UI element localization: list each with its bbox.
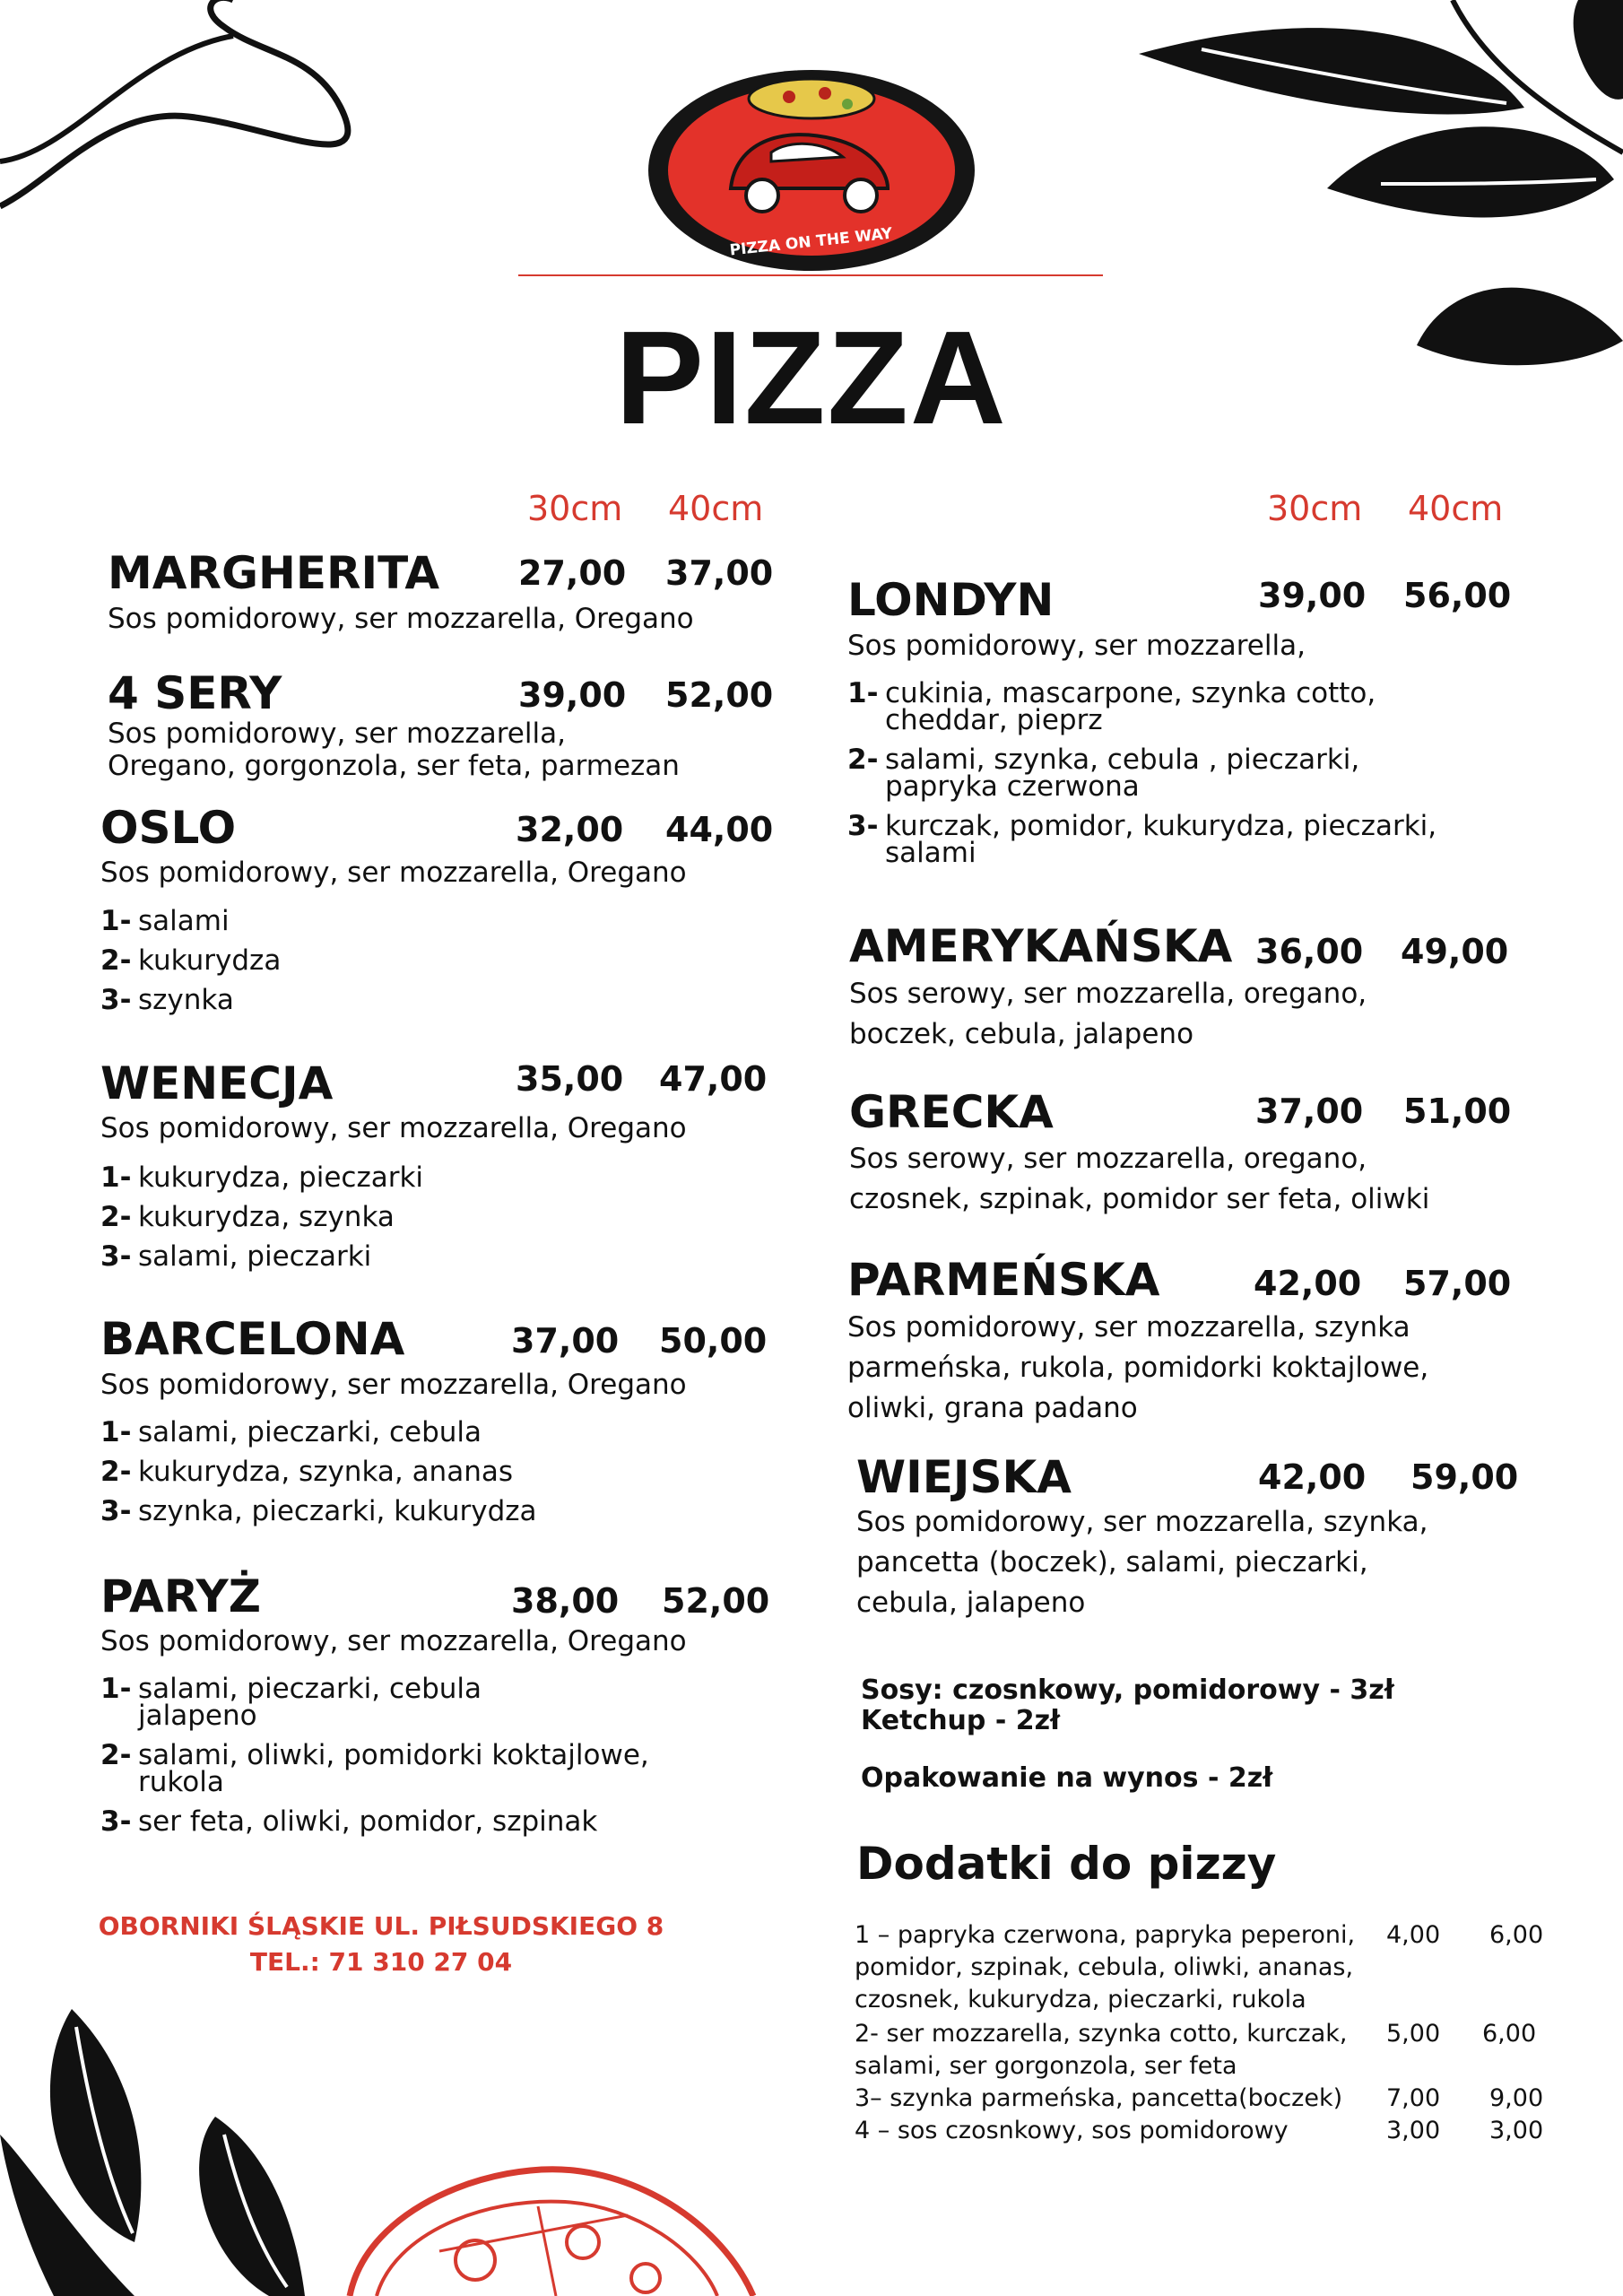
price-40cm: 57,00 (1403, 1264, 1512, 1303)
pizza-illustration-decoration (332, 2152, 762, 2296)
pizza-description: Sos serowy, ser mozzarella, oregano, boczek, cebula, jalapeno (849, 978, 1367, 1050)
price-30cm: 35,00 (516, 1059, 624, 1099)
addon-price-30cm: 3,00 (1386, 2117, 1441, 2144)
price-40cm: 52,00 (665, 675, 774, 715)
size-header-40cm: 40cm (1408, 489, 1504, 528)
price-30cm: 39,00 (1258, 576, 1367, 615)
pizza-description: Sos pomidorowy, ser mozzarella, Oregano (100, 1369, 687, 1401)
price-30cm: 36,00 (1255, 932, 1364, 971)
addon-price-30cm: 7,00 (1386, 2084, 1441, 2112)
addon-description: 4 – sos czosnkowy, sos pomidorowy (855, 2117, 1289, 2144)
variant-item: 1- salami, pieczarki, cebula jalapeno (100, 1673, 482, 1732)
pizza-description: Sos pomidorowy, ser mozzarella, Oregano (108, 603, 694, 635)
price-30cm: 38,00 (511, 1581, 620, 1621)
address-line: OBORNIKI ŚLĄSKIE UL. PIŁSUDSKIEGO 8 (98, 1911, 664, 1941)
page-title: PIZZA (615, 304, 1008, 452)
price-30cm: 39,00 (518, 675, 627, 715)
pizza-name: OSLO (100, 802, 237, 854)
addon-price-30cm: 5,00 (1386, 2020, 1441, 2048)
price-40cm: 47,00 (659, 1059, 768, 1099)
variant-item: 1- cukinia, mascarpone, szynka cotto, cheddar, pieprz (847, 677, 1376, 736)
size-header-30cm: 30cm (1267, 489, 1363, 528)
pizza-description: Sos pomidorowy, ser mozzarella, (847, 630, 1306, 662)
pizza-name: GRECKA (849, 1086, 1054, 1138)
price-40cm: 52,00 (662, 1581, 770, 1621)
addon-price-40cm: 3,00 (1489, 2117, 1544, 2144)
variant-item: 3- szynka (100, 984, 234, 1016)
variant-item: 3- szynka, pieczarki, kukurydza (100, 1495, 537, 1527)
variant-item: 1- salami, pieczarki, cebula (100, 1416, 482, 1448)
packaging-note: Opakowanie na wynos - 2zł (861, 1762, 1273, 1794)
variant-list (100, 905, 282, 1026)
variant-item: 3- kurczak, pomidor, kukurydza, pieczarki, salami (847, 810, 1437, 869)
size-header-30cm: 30cm (527, 489, 623, 528)
size-header-40cm: 40cm (668, 489, 764, 528)
sauces-note: Sosy: czosnkowy, pomidorowy - 3zł (861, 1674, 1394, 1706)
pizza-name: LONDYN (847, 574, 1055, 626)
restaurant-address (90, 1909, 673, 1980)
addons-title: Dodatki do pizzy (856, 1838, 1277, 1890)
pizza-on-the-way-logo (646, 63, 977, 278)
price-40cm: 50,00 (659, 1321, 768, 1361)
pizza-description: Sos pomidorowy, ser mozzarella, Oregano (100, 857, 687, 889)
pizza-description: Sos pomidorowy, ser mozzarella, szynka parmeńska, rukola, pomidorki koktajlowe, oliwki, grana padano (847, 1311, 1429, 1424)
price-40cm: 49,00 (1401, 932, 1509, 971)
pizza-name: PARYŻ (100, 1570, 261, 1622)
addon-description: 2- ser mozzarella, szynka cotto, kurczak, salami, ser gorgonzola, ser feta (855, 2020, 1348, 2080)
leaf-branch-bottom-left-decoration (0, 2009, 341, 2296)
pizza-description: Sos pomidorowy, ser mozzarella, szynka, pancetta (boczek), salami, pieczarki, cebula, jalapeno (856, 1506, 1428, 1619)
price-40cm: 56,00 (1403, 576, 1512, 615)
pizza-name: WENECJA (100, 1057, 334, 1109)
phone-number: TEL.: 71 310 27 04 (249, 1947, 513, 1977)
price-30cm: 42,00 (1254, 1264, 1362, 1303)
variant-list (100, 1416, 537, 1537)
price-40cm: 37,00 (665, 553, 774, 593)
pizza-name: WIEJSKA (856, 1451, 1072, 1503)
pizza-description: Sos serowy, ser mozzarella, oregano, czosnek, szpinak, pomidor ser feta, oliwki (849, 1143, 1430, 1215)
price-30cm: 42,00 (1258, 1457, 1367, 1497)
price-40cm: 59,00 (1410, 1457, 1519, 1497)
addon-price-40cm: 6,00 (1482, 2020, 1537, 2048)
addon-price-40cm: 6,00 (1489, 1921, 1544, 1949)
addon-description: 3– szynka parmeńska, pancetta(boczek) (855, 2084, 1343, 2112)
pizza-name: 4 SERY (108, 667, 282, 719)
variant-list (100, 1161, 424, 1283)
price-40cm: 51,00 (1403, 1091, 1512, 1131)
variant-item: 3- salami, pieczarki (100, 1240, 372, 1273)
title-divider (518, 274, 1103, 276)
price-30cm: 37,00 (1255, 1091, 1364, 1131)
variant-item: 1- salami (100, 905, 230, 937)
variant-item: 2- kukurydza, szynka (100, 1201, 395, 1233)
variant-item: 2- salami, szynka, cebula , pieczarki, papryka czerwona (847, 744, 1360, 803)
addon-description: 1 – papryka czerwona, papryka peperoni, pomidor, szpinak, cebula, oliwki, ananas, czosnek, kukurydza, pieczarki, rukola (855, 1921, 1356, 2013)
pizza-name: PARMEŃSKA (847, 1254, 1160, 1306)
variant-item: 1- kukurydza, pieczarki (100, 1161, 424, 1194)
price-30cm: 37,00 (511, 1321, 620, 1361)
addon-price-40cm: 9,00 (1489, 2084, 1544, 2112)
pizza-description: Sos pomidorowy, ser mozzarella, Oregano, gorgonzola, ser feta, parmezan (108, 718, 680, 782)
pizza-name: AMERYKAŃSKA (849, 920, 1233, 972)
addon-price-30cm: 4,00 (1386, 1921, 1441, 1949)
variant-item: 2- kukurydza, szynka, ananas (100, 1456, 514, 1488)
logo-text: PIZZA ON THE WAY (728, 224, 894, 260)
pizza-name: BARCELONA (100, 1313, 405, 1365)
price-30cm: 27,00 (518, 553, 627, 593)
pizza-description: Sos pomidorowy, ser mozzarella, Oregano (100, 1112, 687, 1144)
ketchup-note: Ketchup - 2zł (861, 1705, 1061, 1736)
variant-list (847, 677, 1437, 879)
pizza-name: MARGHERITA (108, 547, 440, 599)
variant-list (100, 1675, 649, 1848)
price-40cm: 44,00 (665, 810, 774, 849)
price-30cm: 32,00 (516, 810, 624, 849)
variant-item: 2- salami, oliwki, pomidorki koktajlowe, rukola (100, 1739, 649, 1798)
pizza-description: Sos pomidorowy, ser mozzarella, Oregano (100, 1625, 687, 1657)
variant-item: 3- ser feta, oliwki, pomidor, szpinak (100, 1805, 598, 1838)
variant-item: 2- kukurydza (100, 944, 282, 977)
leaf-branch-top-left-decoration (0, 0, 377, 233)
